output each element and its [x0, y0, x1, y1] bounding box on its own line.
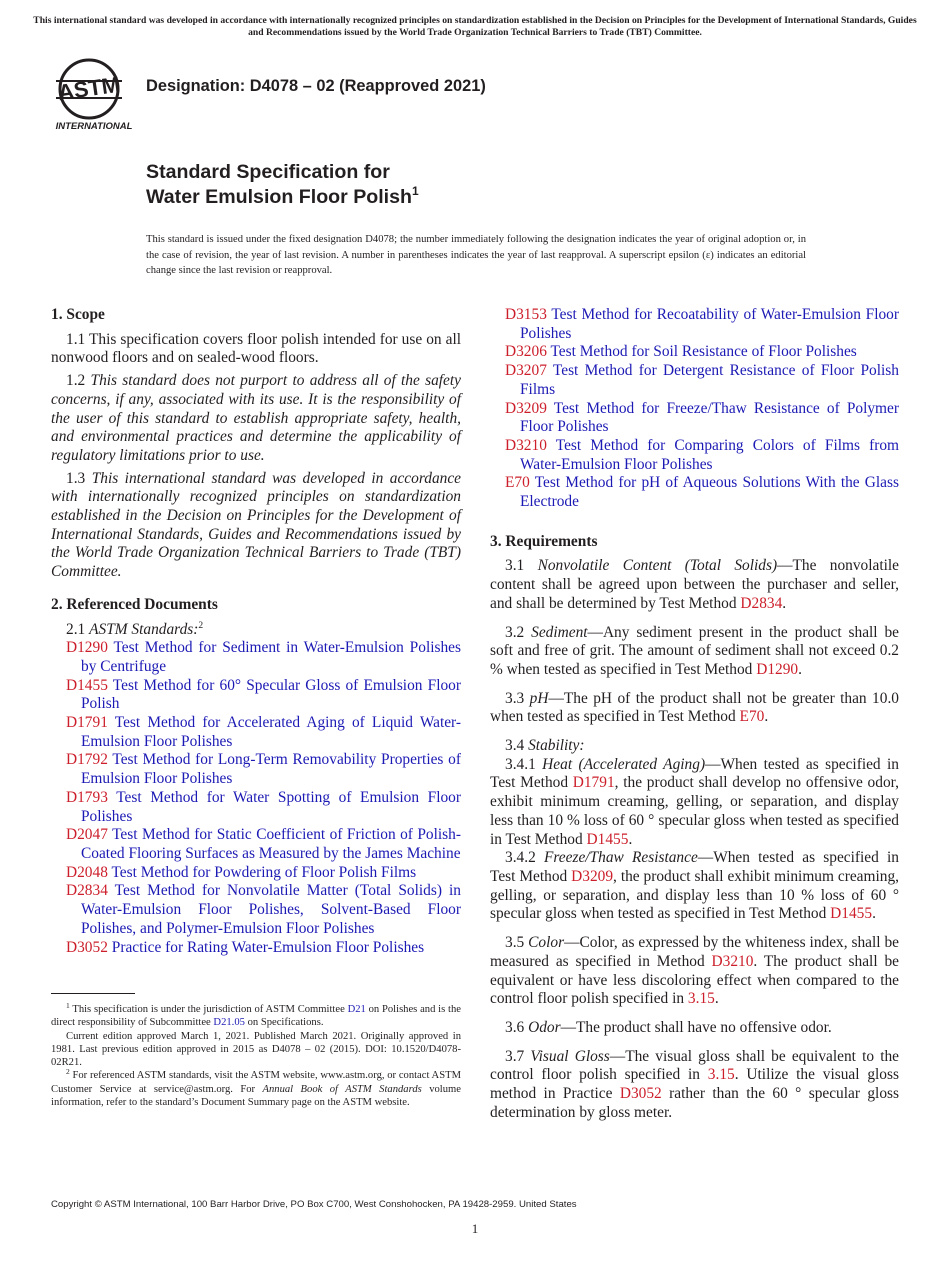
reference-item — [490, 343, 899, 362]
scope-paragraph — [51, 372, 461, 466]
text-run: . Utilize the visual gloss method in Practice — [490, 1066, 899, 1103]
requirements-body — [490, 557, 899, 1122]
footnote-superscript: 1 — [66, 1001, 70, 1010]
scope-paragraph — [51, 331, 461, 368]
left-column — [51, 306, 461, 957]
reference-item — [51, 751, 461, 788]
designation: Designation: D4078 – 02 (Reapproved 2021) — [146, 77, 486, 95]
text-run: , the product shall exhibit minimum creaming, gelling, or separation, and display less than 10 % loss of 60 ° specular gloss when tested as specified in Test Method — [490, 867, 899, 923]
reference-code-link[interactable]: D3209 — [505, 399, 547, 417]
requirement-paragraph — [490, 756, 899, 850]
italic-text: This standard does not purport to address all of the safety concerns, if any, associated with its use. It is the responsibility of the user of this standard to establish appropriate safety, health, and environmental practices and determine the applicability of regulatory limitations prior to use. — [51, 372, 461, 464]
text-run: . The product shall be equivalent or have less discoloring effect when compared to the control floor polish specified in — [490, 952, 899, 1008]
reference-item — [51, 789, 461, 826]
referenced-documents-list-continued — [490, 306, 899, 512]
text-run: 3.7 — [505, 1047, 531, 1065]
reference-code-link[interactable]: D1791 — [66, 714, 108, 732]
reference-title-link[interactable]: Test Method for Detergent Resistance of Floor Polish Films — [520, 362, 899, 398]
title-line-2-text: Water Emulsion Floor Polish — [146, 186, 412, 208]
text-run: —The pH of the product shall not be greater than 10.0 when tested as specified in Test Method — [490, 689, 899, 726]
reference-item — [51, 864, 461, 883]
reference-title-link[interactable]: Test Method for Static Coefficient of Friction of Polish-Coated Flooring Surfaces as Measured by the James Machine — [81, 826, 461, 862]
text-run: volume information, refer to the standard’s Document Summary page on the ASTM website. — [51, 1083, 461, 1109]
reference-item — [51, 939, 461, 958]
text-run: 3.5 — [505, 934, 529, 952]
reference-code-link[interactable]: E70 — [505, 474, 530, 492]
reference-item — [51, 677, 461, 714]
italic-text: Nonvolatile Content (Total Solids) — [537, 557, 778, 575]
reference-item — [490, 400, 899, 437]
reference-code-link[interactable]: D3210 — [505, 436, 547, 454]
reference-title-link[interactable]: Test Method for Nonvolatile Matter (Total Solids) in Water-Emulsion Floor Polishes, Solvent-Based Floor Polishes, and Polymer-Emulsion Floor Polishes — [81, 882, 461, 937]
cross-reference-link[interactable]: D1791 — [572, 774, 615, 792]
reference-code-link[interactable]: D1793 — [66, 788, 108, 806]
text-run: —When tested as specified in Test Method — [490, 755, 899, 792]
right-column — [490, 306, 899, 1122]
astm-standards-intro — [51, 621, 461, 640]
document-title — [146, 160, 419, 210]
scope-paragraph — [51, 470, 461, 582]
referenced-documents-list — [51, 639, 461, 957]
italic-text: Stability: — [528, 737, 585, 755]
text-run: 1.2 — [66, 372, 91, 390]
footnote-superscript: 2 — [198, 620, 204, 631]
reference-title-link[interactable]: Test Method for Accelerated Aging of Liquid Water-Emulsion Floor Polishes — [81, 714, 461, 750]
logo-subtext: INTERNATIONAL — [55, 121, 133, 132]
reference-item — [490, 306, 899, 343]
reference-item — [490, 437, 899, 474]
text-run: 2.1 — [66, 620, 90, 638]
text-run: . — [872, 905, 876, 923]
cross-reference-link[interactable]: D3052 — [619, 1085, 662, 1103]
footnotes — [51, 1003, 461, 1109]
cross-reference-link[interactable]: E70 — [739, 708, 765, 726]
text-run: on Specifications. — [244, 1017, 324, 1029]
reference-item — [51, 714, 461, 751]
requirement-paragraph — [490, 1048, 899, 1123]
reference-code-link[interactable]: D3207 — [505, 362, 547, 380]
reference-title-link[interactable]: Test Method for Soil Resistance of Floor Polishes — [546, 343, 857, 361]
text-run: —Any sediment present in the product shall be soft and free of grit. The amount of sediment shall not exceed 0.2 % when tested as specified in Test Method — [490, 623, 899, 678]
text-run: . — [798, 660, 802, 678]
requirement-paragraph — [490, 557, 899, 613]
reference-item — [51, 639, 461, 676]
text-run: —When tested as specified in Test Method — [490, 849, 899, 885]
cross-reference-link[interactable]: 3.15 — [707, 1066, 735, 1084]
text-run: on Polishes and is the direct responsibility of Subcommittee — [51, 1004, 461, 1029]
requirement-paragraph — [490, 624, 899, 680]
cross-reference-link[interactable]: D1455 — [586, 830, 629, 848]
cross-reference-link[interactable]: D2834 — [740, 594, 783, 612]
reference-code-link[interactable]: D2834 — [66, 882, 108, 900]
italic-text: ASTM Standards: — [89, 620, 199, 638]
reference-code-link[interactable]: D3206 — [505, 343, 547, 361]
text-run: . — [628, 830, 633, 848]
reference-title-link[interactable]: Practice for Rating Water-Emulsion Floor Polishes — [107, 938, 425, 956]
text-run: 3.4 — [505, 737, 529, 755]
reference-item — [490, 362, 899, 399]
section-heading-scope: 1. Scope — [51, 306, 105, 323]
committee-link[interactable]: D21 — [347, 1004, 366, 1015]
footnote-superscript: 2 — [66, 1067, 70, 1077]
cross-reference-link[interactable]: 3.15 — [687, 990, 715, 1008]
cross-reference-link[interactable]: D1455 — [830, 905, 873, 923]
text-run: 3.1 — [505, 557, 538, 575]
reference-item — [490, 474, 899, 511]
cross-reference-link[interactable]: D3209 — [571, 867, 614, 885]
footnote — [51, 1003, 461, 1030]
copyright-line: Copyright © ASTM International, 100 Barr Harbor Drive, PO Box C700, West Conshohocken, PA 19428-2959. United States — [51, 1199, 577, 1210]
page-number: 1 — [471, 1221, 479, 1236]
requirement-paragraph — [490, 737, 899, 756]
text-run: 3.6 — [505, 1018, 529, 1036]
text-run: —The product shall have no offensive odor. — [560, 1018, 832, 1036]
requirement-paragraph — [490, 1019, 899, 1038]
title-line-2 — [146, 185, 419, 210]
text-run: rather than the 60 ° specular gloss determination by gloss meter. — [490, 1085, 899, 1121]
italic-text: Color — [528, 934, 565, 952]
logo-text: ASTM — [56, 71, 122, 106]
text-run: , the product shall develop no offensive odor, exhibit minimum creaming, gelling, or separation, and display less than 10 % loss of 60 ° specular gloss when tested as specified in Test Method — [490, 774, 899, 848]
text-run: 3.3 — [505, 689, 530, 707]
reference-code-link[interactable]: D1290 — [66, 639, 108, 657]
section-heading-requirements: 3. Requirements — [490, 532, 598, 550]
text-run: . — [782, 594, 787, 612]
reference-title-link[interactable]: Test Method for Comparing Colors of Films from Water-Emulsion Floor Polishes — [520, 436, 899, 473]
text-run: . — [764, 708, 769, 726]
title-line-1: Standard Specification for — [146, 161, 390, 183]
reference-code-link[interactable]: D1455 — [66, 676, 108, 694]
reference-title-link[interactable]: Test Method for Sediment in Water-Emulsion Polishes by Centrifuge — [81, 639, 461, 675]
text-run: For referenced ASTM standards, visit the ASTM website, www.astm.org, or contact ASTM Customer Service at service@astm.org. For — [51, 1070, 461, 1095]
italic-text: Annual Book of ASTM Standards — [262, 1083, 422, 1095]
italic-text: Visual Gloss — [530, 1047, 610, 1065]
text-run: —The visual gloss shall be equivalent to the control floor polish specified in — [490, 1047, 899, 1084]
reference-item — [51, 882, 461, 938]
reference-code-link[interactable]: D2047 — [66, 826, 108, 844]
committee-link[interactable]: D21.05 — [213, 1017, 245, 1029]
reference-title-link[interactable]: Test Method for pH of Aqueous Solutions With the Glass Electrode — [520, 474, 899, 511]
requirement-paragraph — [490, 934, 899, 1009]
reference-title-link[interactable]: Test Method for Water Spotting of Emulsion Floor Polishes — [81, 788, 461, 825]
scope-body — [51, 331, 461, 582]
reference-code-link[interactable]: D2048 — [66, 863, 108, 881]
italic-text: This international standard was developed in accordance with internationally recognized principles on standardization established in the Decision on Principles for the Development of International Standards, Guides and Recommendations issued by the World Trade Organization Technical Barriers to Trade (TBT) Committee. — [51, 469, 461, 581]
text-run: Current edition approved March 1, 2021. Published March 2021. Originally approved in 1981. Last previous edition approved in 2015 as D4078 – 02 (2015). DOI: 10.1520/D4078-02R21. — [51, 1030, 461, 1069]
section-heading-referenced-documents: 2. Referenced Documents — [51, 595, 218, 613]
reference-title-link[interactable]: Test Method for 60° Specular Gloss of Emulsion Floor Polish — [81, 676, 461, 713]
reference-title-link[interactable]: Test Method for Long-Term Removability Properties of Emulsion Floor Polishes — [81, 751, 461, 788]
footnote — [51, 1069, 461, 1109]
requirement-paragraph — [490, 690, 899, 727]
reference-code-link[interactable]: D3052 — [66, 938, 108, 956]
cross-reference-link[interactable]: D1290 — [756, 660, 799, 678]
text-run: 1.3 — [66, 469, 92, 487]
issuance-notice: This standard is issued under the fixed designation D4078; the number immediately following the designation indicates the year of original adoption or, in the case of revision, the year of last revision. A number in parentheses indicates the year of last reapproval. A superscript epsilon (ε) indicates an editorial change since the last revision or reapproval. — [146, 234, 806, 277]
italic-text: Sediment — [531, 623, 588, 641]
reference-title-link[interactable]: Test Method for Powdering of Floor Polish Films — [107, 863, 417, 881]
text-run: —Color, as expressed by the whiteness index, shall be measured as specified in Method — [490, 934, 899, 970]
standards-banner: This international standard was developed in accordance with internationally recognized principles on standardization established in the Decision on Principles for the Development of International Standards, Guides and Recommendations issued by the World Trade Organization Technical Barriers to Trade (TBT) Committee. — [33, 15, 917, 38]
text-run: 3.2 — [505, 623, 532, 641]
italic-text: Freeze/Thaw Resistance — [543, 849, 698, 867]
italic-text: pH — [529, 689, 549, 707]
title-footnote-mark: 1 — [412, 184, 419, 198]
reference-title-link[interactable]: Test Method for Recoatability of Water-Emulsion Floor Polishes — [520, 306, 899, 342]
text-run: 3.4.2 — [505, 849, 544, 867]
text-run: 3.4.1 — [505, 755, 543, 773]
astm-logo — [52, 56, 136, 132]
reference-item — [51, 826, 461, 863]
reference-code-link[interactable]: D1792 — [66, 751, 108, 769]
footnote — [51, 1030, 461, 1070]
text-run: 1.1 This specification covers floor polish intended for use on all nonwood floors and on sealed-wood floors. — [51, 330, 461, 367]
text-run: This specification is under the jurisdiction of ASTM Committee — [69, 1004, 348, 1015]
italic-text: Heat (Accelerated Aging) — [542, 755, 706, 773]
italic-text: Odor — [528, 1018, 561, 1036]
text-run: . — [714, 990, 719, 1008]
text-run: —The nonvolatile content shall be agreed upon between the purchaser and seller, and shall be determined by Test Method — [490, 557, 899, 612]
reference-title-link[interactable]: Test Method for Freeze/Thaw Resistance of Polymer Floor Polishes — [520, 399, 899, 436]
cross-reference-link[interactable]: D3210 — [711, 952, 754, 970]
footnote-rule — [51, 993, 135, 994]
reference-code-link[interactable]: D3153 — [505, 306, 547, 323]
requirement-paragraph — [490, 849, 899, 924]
